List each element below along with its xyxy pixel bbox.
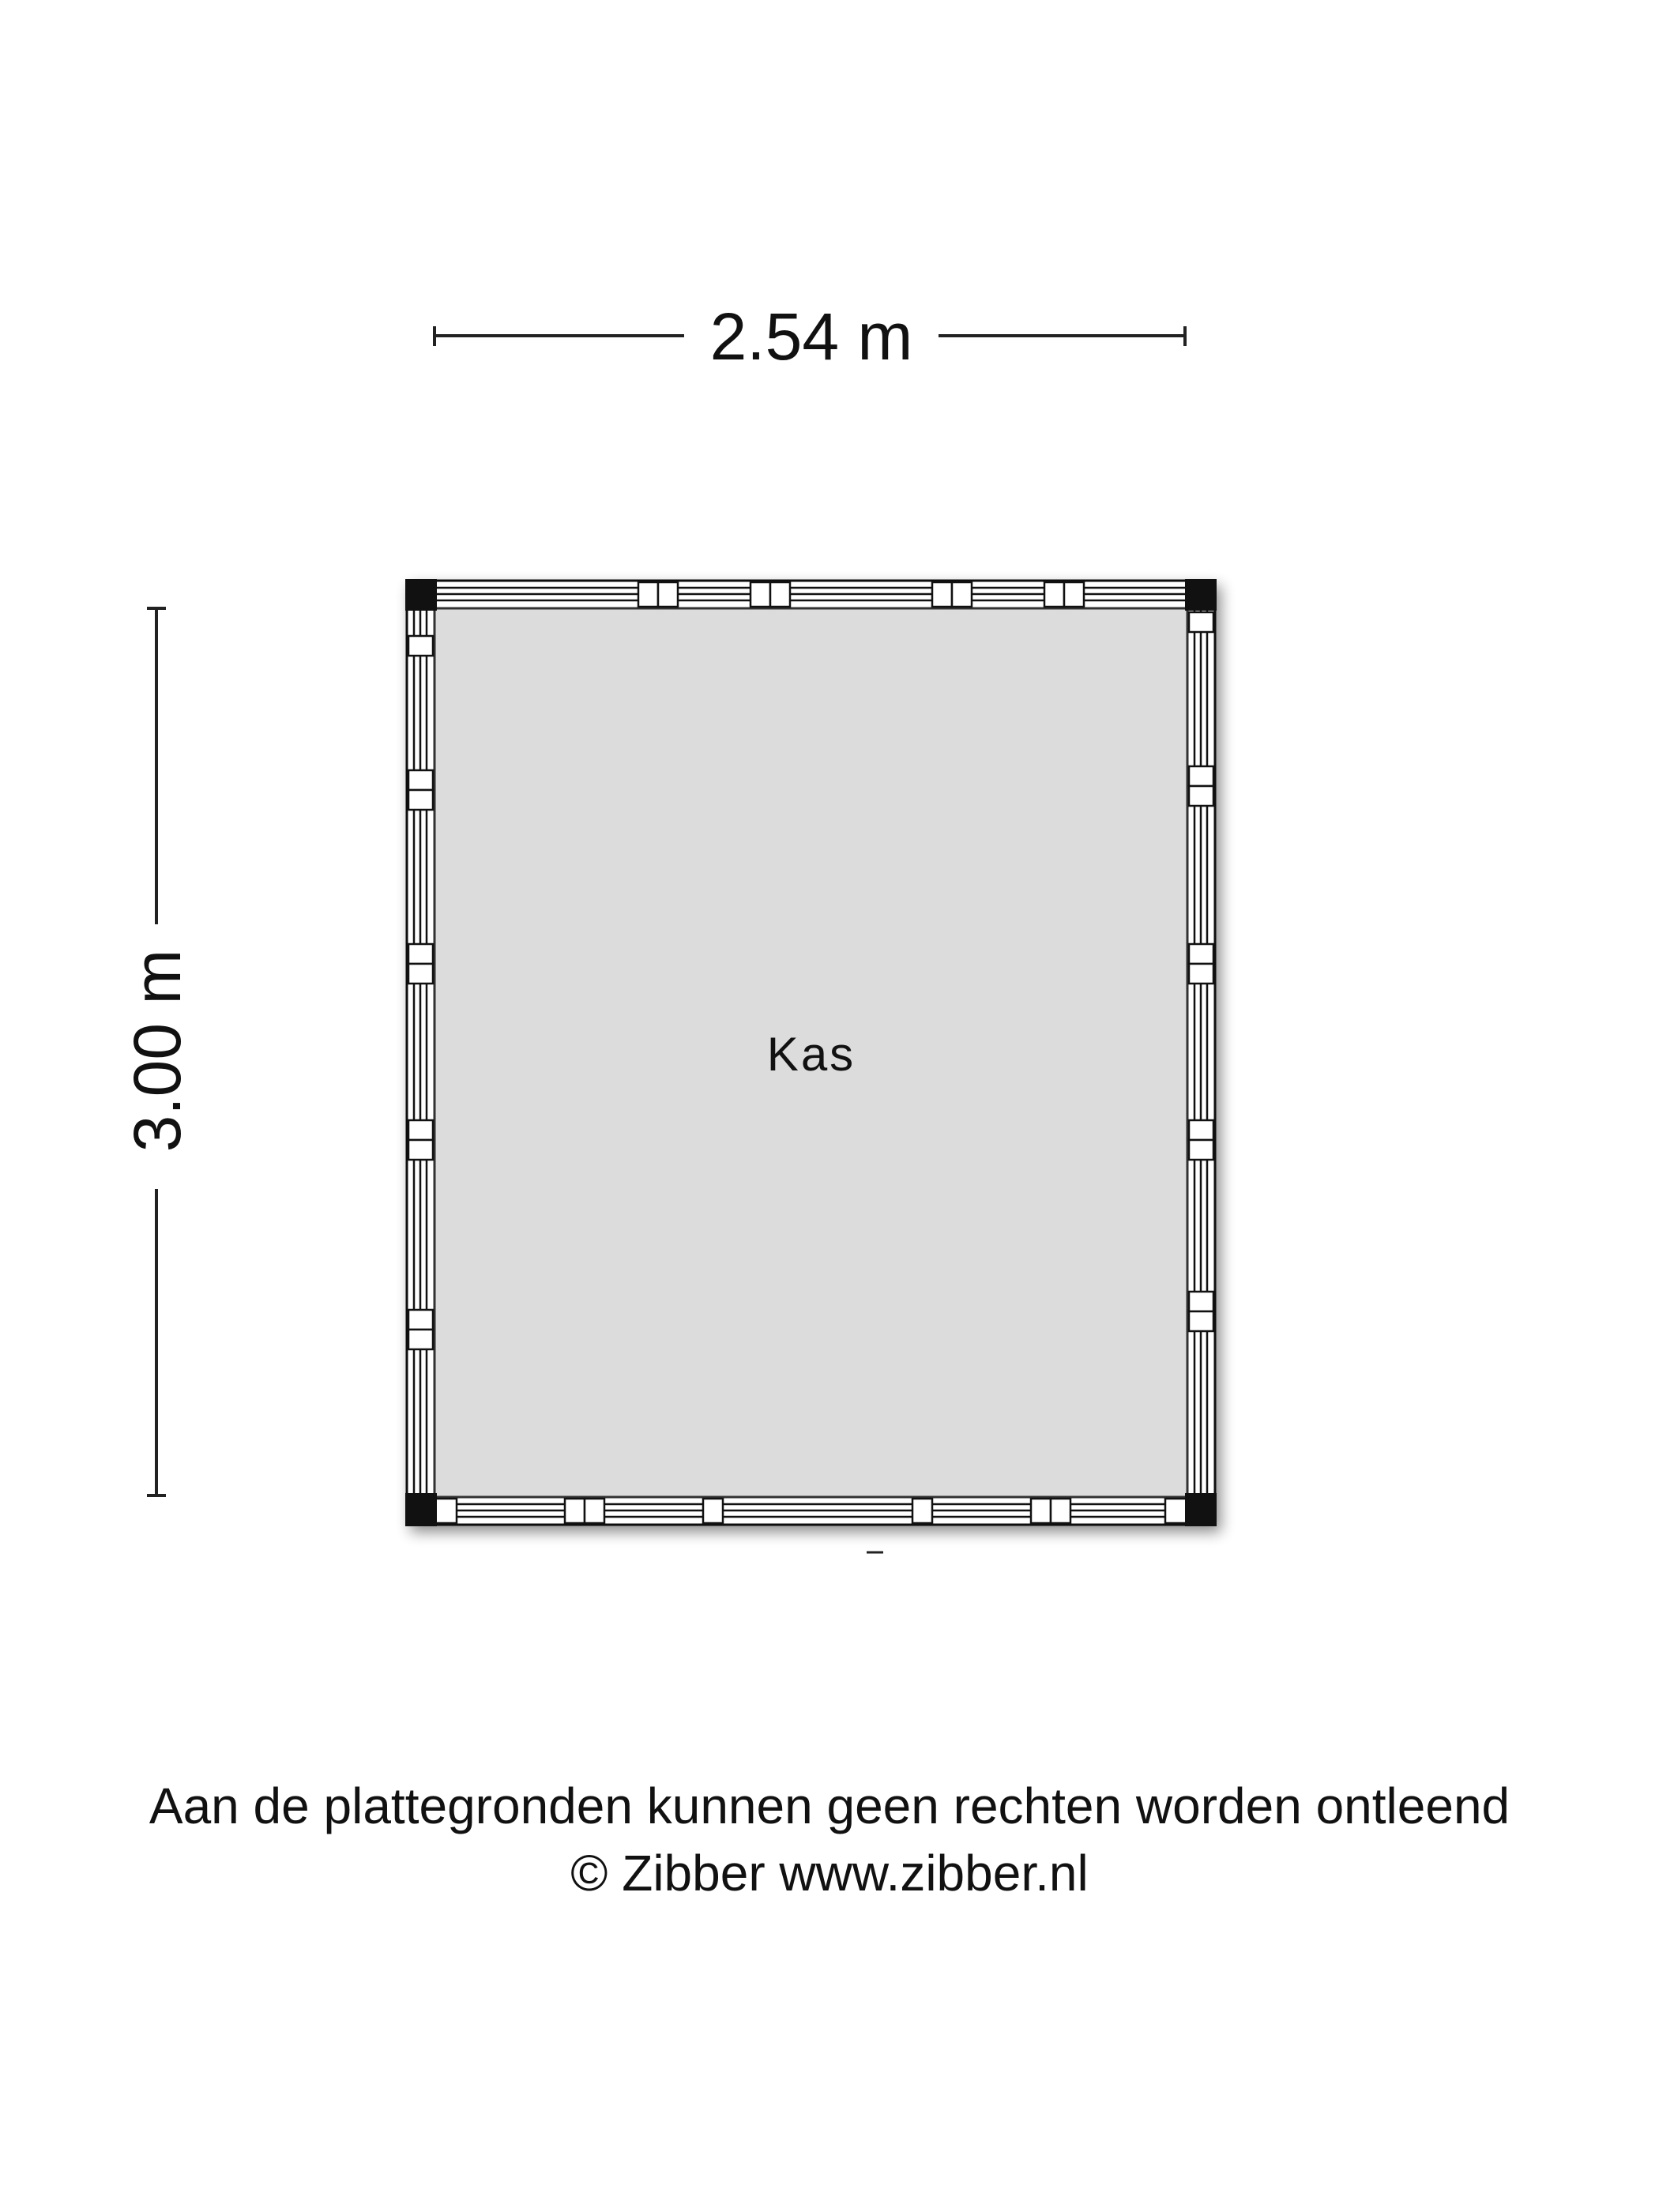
height-dimension xyxy=(120,608,194,1495)
corner-post-top-left xyxy=(405,579,437,611)
corner-post-top-right xyxy=(1185,579,1217,611)
corner-post-bottom-left xyxy=(405,1493,437,1526)
width-dimension xyxy=(434,299,1185,374)
disclaimer-text: Aan de plattegronden kunnen geen rechten worden ontleend xyxy=(149,1778,1510,1834)
width-label: 2.54 m xyxy=(709,299,913,374)
height-label: 3.00 m xyxy=(120,949,194,1153)
corner-post-bottom-right xyxy=(1185,1493,1217,1526)
copyright-text: © Zibber www.zibber.nl xyxy=(570,1845,1089,1902)
room-name-label: Kas xyxy=(766,1028,856,1081)
